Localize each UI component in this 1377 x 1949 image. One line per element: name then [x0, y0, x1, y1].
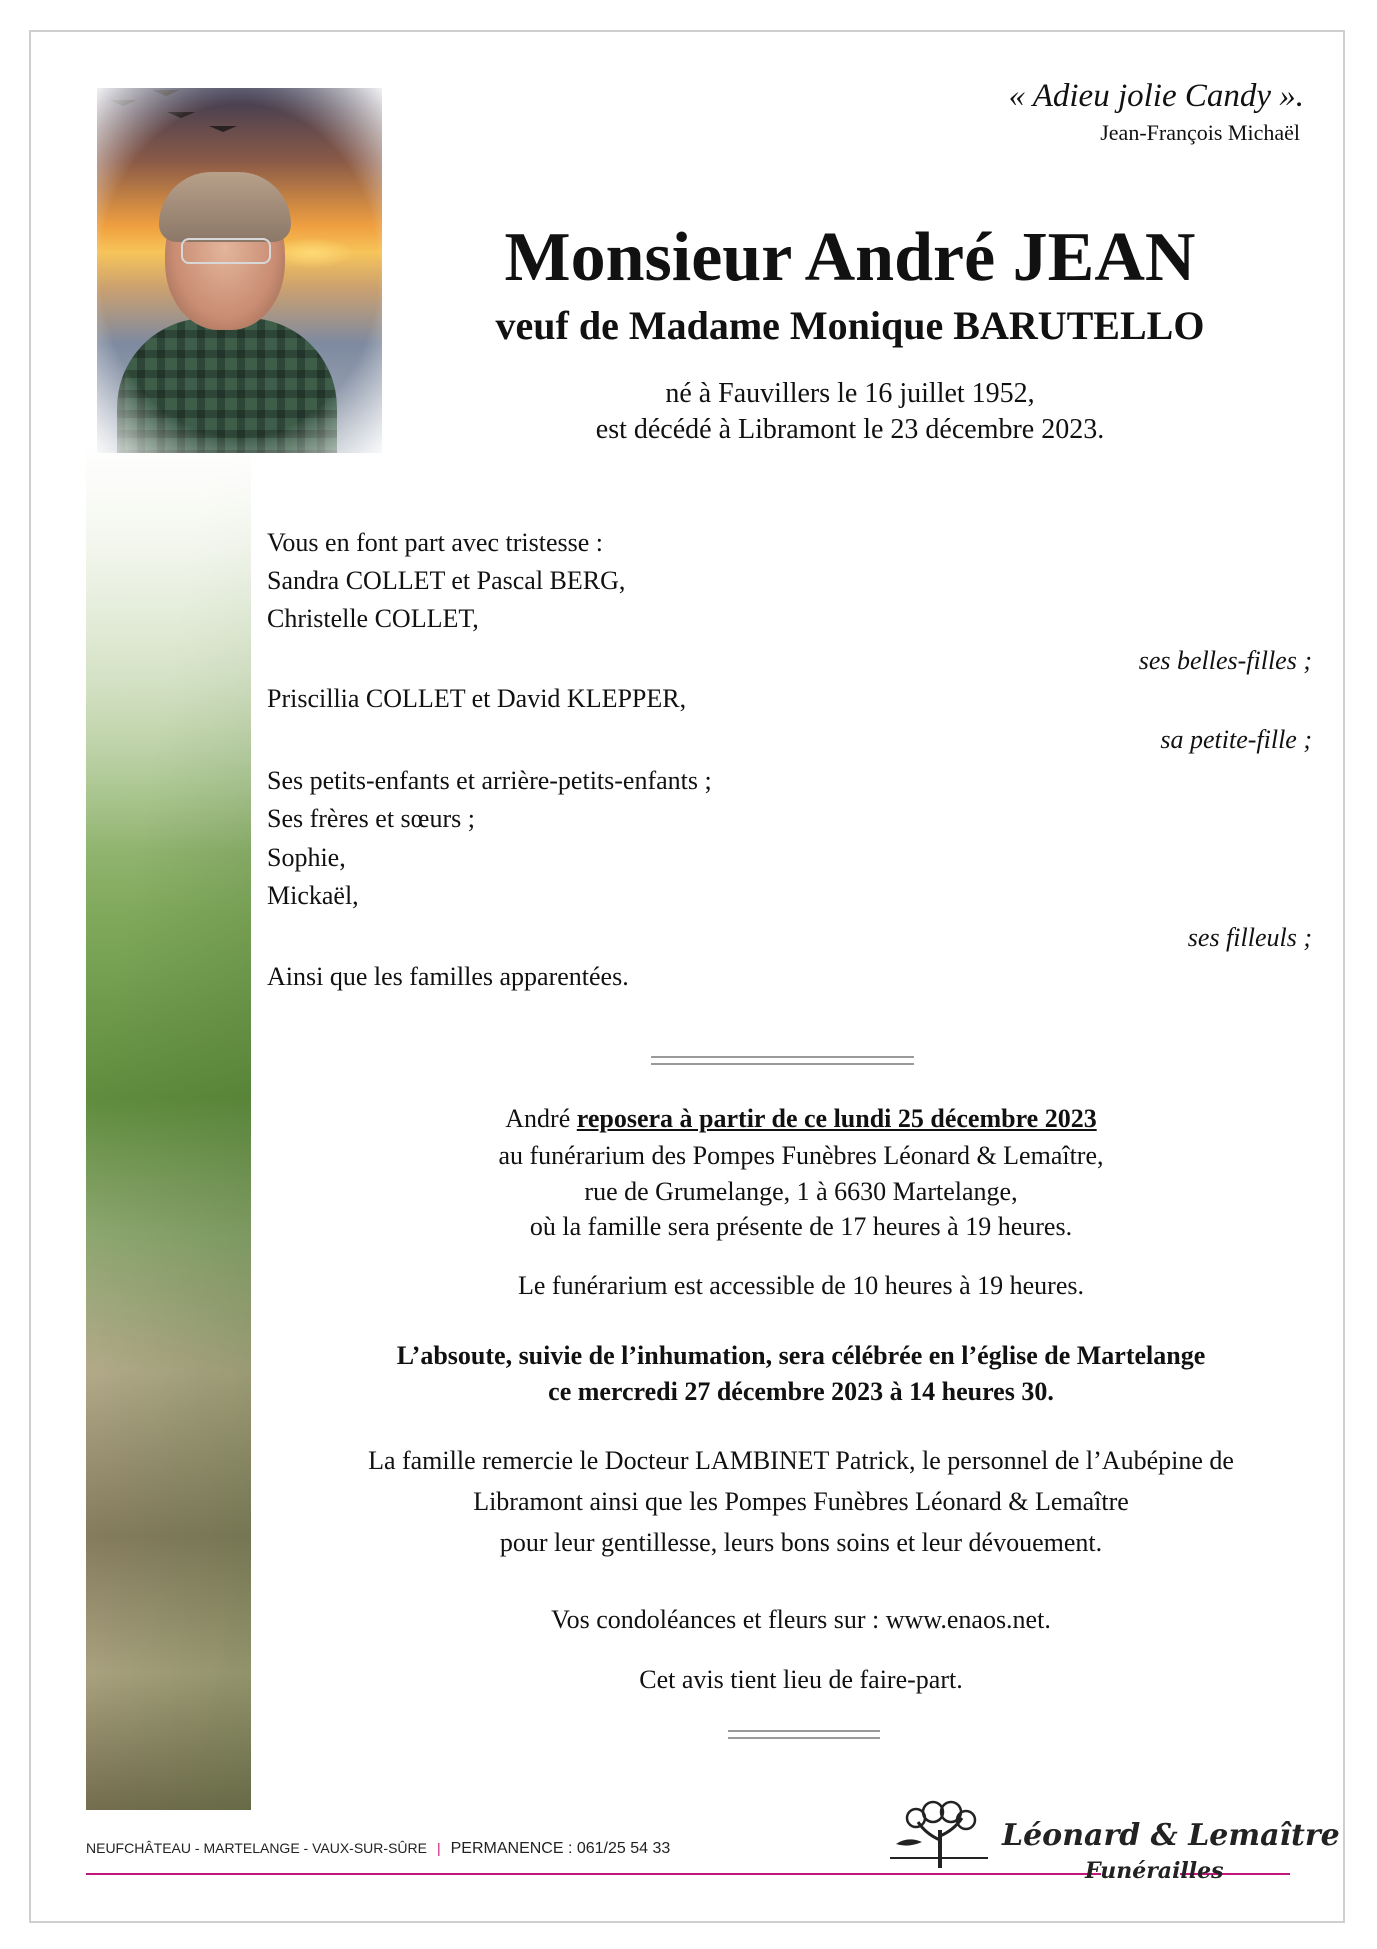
family-role: ses belles-filles ; — [1138, 646, 1312, 675]
deceased-name: Monsieur André JEAN — [504, 219, 1196, 296]
birth-line: né à Fauvillers le 16 juillet 1952, — [665, 378, 1035, 409]
family-intro: Vous en font part avec tristesse : — [267, 528, 603, 557]
viewing-address: rue de Grumelange, 1 à 6630 Martelange, — [584, 1177, 1018, 1206]
logo-name: Léonard & Lemaître — [1002, 1818, 1340, 1853]
family-line: Priscillia COLLET et David KLEPPER, — [267, 684, 687, 713]
family-line: Sophie, — [267, 843, 346, 872]
footer-locations: NEUFCHÂTEAU - MARTELANGE - VAUX-SUR-SÛRE — [86, 1840, 427, 1856]
footer-accent-line — [86, 1873, 1101, 1875]
thanks-line: pour leur gentillesse, leurs bons soins et leur dévouement. — [499, 1528, 1103, 1557]
family-line: Ainsi que les familles apparentées. — [267, 962, 629, 991]
death-line: est décédé à Libramont le 23 décembre 2023. — [595, 414, 1105, 445]
viewing-date: reposera à partir de ce lundi 25 décembre 2023 — [576, 1104, 1097, 1133]
family-line: Mickaël, — [267, 881, 359, 910]
family-line: Sandra COLLET et Pascal BERG, — [267, 566, 626, 595]
family-line: Ses frères et sœurs ; — [267, 804, 475, 833]
viewing-line — [270, 1104, 1332, 1134]
footer-separator: | — [436, 1840, 441, 1856]
quote-author: Jean-François Michaël — [1100, 120, 1300, 145]
bird-icon — [109, 100, 137, 106]
portrait-glasses — [181, 238, 271, 264]
viewing-subject: André — [505, 1104, 577, 1133]
footer-permanence: PERMANENCE : 061/25 54 33 — [450, 1840, 671, 1857]
bird-icon — [167, 112, 195, 118]
bird-icon — [209, 126, 237, 132]
logo-subtitle: Funérailles — [1085, 1858, 1224, 1884]
access-hours: Le funérarium est accessible de 10 heures à 19 heures. — [518, 1271, 1084, 1300]
divider — [728, 1730, 880, 1739]
thanks-line: La famille remercie le Docteur LAMBINET Patrick, le personnel de l’Aubépine de — [368, 1446, 1234, 1475]
thanks-line: Libramont ainsi que les Pompes Funèbres Léonard & Lemaître — [473, 1487, 1129, 1516]
viewing-hours: où la famille sera présente de 17 heures à 19 heures. — [529, 1212, 1073, 1241]
divider — [651, 1056, 914, 1065]
notice-line: Cet avis tient lieu de faire-part. — [639, 1665, 963, 1694]
viewing-location: au funérarium des Pompes Funèbres Léonard & Lemaître, — [498, 1141, 1104, 1170]
family-line: Ses petits-enfants et arrière-petits-enfants ; — [267, 766, 712, 795]
family-list — [267, 0, 1312, 1000]
absoute-date: ce mercredi 27 décembre 2023 à 14 heures 30. — [548, 1377, 1054, 1406]
family-line: Christelle COLLET, — [267, 604, 479, 633]
family-role: sa petite-fille ; — [1160, 725, 1312, 754]
bird-icon — [152, 90, 180, 96]
spouse-line: veuf de Madame Monique BARUTELLO — [495, 303, 1205, 348]
absoute-line: L’absoute, suivie de l’inhumation, sera célébrée en l’église de Martelange — [396, 1341, 1206, 1370]
condolences-line: Vos condoléances et fleurs sur : www.enaos.net. — [551, 1605, 1051, 1634]
quote-text: « Adieu jolie Candy ». — [1008, 78, 1304, 114]
footer-contact — [86, 1840, 670, 1858]
family-role: ses filleuls ; — [1187, 923, 1312, 952]
tree-logo-icon — [888, 1800, 992, 1870]
forest-path-image — [86, 440, 251, 1810]
